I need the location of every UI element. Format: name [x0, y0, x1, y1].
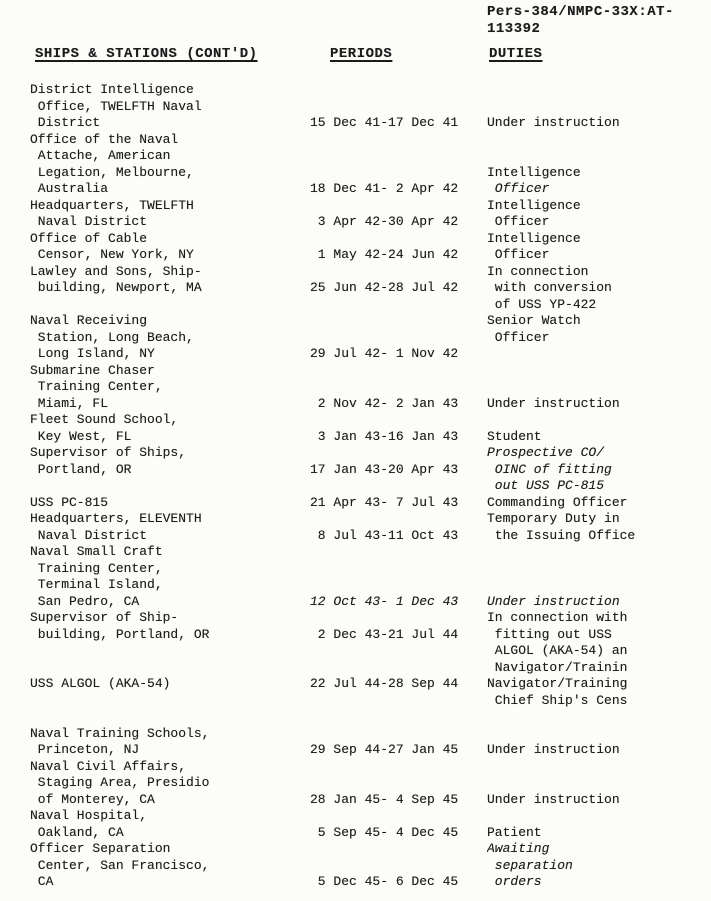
- station-name: [30, 264, 310, 314]
- document-reference-number: [487, 4, 674, 37]
- period-value: 5 Dec 45- 6 Dec 45: [310, 874, 459, 889]
- station-line: Officer Separation: [30, 841, 171, 856]
- station-line: Headquarters, TWELFTH: [30, 197, 194, 213]
- service-entry: [30, 495, 711, 512]
- period-value: 29 Jul 42- 1 Nov 42: [310, 346, 459, 361]
- period-value: 1 May 42-24 Jun 42: [310, 247, 459, 262]
- service-period: [310, 313, 487, 363]
- station-line: District: [30, 115, 101, 130]
- duty-description: [487, 264, 711, 314]
- duty-description: [487, 198, 711, 231]
- station-line: San Pedro, CA: [30, 593, 140, 609]
- period-value: 25 Jun 42-28 Jul 42: [310, 280, 459, 295]
- service-table-body: [30, 82, 711, 891]
- station-line: Naval Receiving: [30, 313, 148, 328]
- station-name: [30, 841, 310, 891]
- service-entry: [30, 726, 711, 759]
- duty-line: orders: [487, 874, 542, 889]
- station-line: of Monterey, CA: [30, 791, 155, 807]
- station-line: Australia: [30, 181, 109, 196]
- period-value: 17 Jan 43-20 Apr 43: [310, 461, 459, 477]
- duty-line: separation: [487, 857, 573, 873]
- duty-line: Under instruction: [487, 791, 620, 807]
- column-header-duties: DUTIES: [489, 46, 543, 62]
- service-period: [310, 264, 487, 314]
- station-name: [30, 198, 310, 231]
- station-line: Center, San Francisco,: [30, 857, 210, 873]
- period-value: 28 Jan 45- 4 Sep 45: [310, 791, 459, 807]
- duty-line: the Issuing Office: [487, 527, 636, 543]
- station-line: Staging Area, Presidio: [30, 775, 210, 790]
- station-line: Office, TWELFTH Naval: [30, 98, 202, 114]
- service-period: [310, 726, 487, 759]
- station-line: Miami, FL: [30, 395, 109, 411]
- service-entry: [30, 759, 711, 809]
- service-entry: [30, 445, 711, 495]
- duty-line: OINC of fitting: [487, 461, 612, 477]
- station-name: [30, 610, 310, 676]
- station-name: [30, 544, 310, 610]
- station-line: Office of the Naval: [30, 131, 179, 147]
- service-period: [310, 231, 487, 264]
- duty-line: In connection: [487, 263, 589, 279]
- duty-description: [487, 841, 711, 891]
- service-entry: [30, 808, 711, 841]
- station-line: Training Center,: [30, 560, 163, 576]
- service-entry: [30, 841, 711, 891]
- duty-line: Under instruction: [487, 742, 620, 757]
- duty-description: [487, 495, 711, 512]
- duty-line: Temporary Duty in: [487, 511, 620, 526]
- column-header-periods: PERIODS: [330, 46, 393, 62]
- duty-description: [487, 231, 711, 264]
- station-name: [30, 132, 310, 198]
- period-value: 29 Sep 44-27 Jan 45: [310, 742, 459, 757]
- duty-line: Under instruction: [487, 593, 620, 609]
- service-entry: [30, 82, 711, 132]
- station-name: [30, 82, 310, 132]
- service-entry: [30, 412, 711, 445]
- duty-line: Under instruction: [487, 115, 620, 130]
- duty-description: [487, 808, 711, 841]
- service-entry: [30, 264, 711, 314]
- duty-line: Navigator/Training: [487, 676, 628, 691]
- service-entry: [30, 544, 711, 610]
- period-value: 22 Jul 44-28 Sep 44: [310, 676, 459, 691]
- service-period: [310, 363, 487, 413]
- service-entry: [30, 198, 711, 231]
- service-entry: [30, 511, 711, 544]
- service-period: [310, 132, 487, 198]
- station-line: Training Center,: [30, 379, 163, 394]
- service-period: [310, 544, 487, 610]
- doc-id-line-1: Pers-384/NMPC-33X:AT-: [487, 4, 674, 20]
- station-line: Princeton, NJ: [30, 742, 140, 757]
- doc-id-line-2: 113392: [487, 20, 541, 37]
- service-period: [310, 82, 487, 132]
- service-period: [310, 841, 487, 891]
- station-line: CA: [30, 874, 54, 889]
- station-name: [30, 412, 310, 445]
- duty-line: Student: [487, 428, 542, 444]
- service-entry: [30, 132, 711, 198]
- station-line: Long Island, NY: [30, 346, 155, 361]
- service-period: [310, 759, 487, 809]
- duty-line: Senior Watch: [487, 313, 581, 328]
- station-name: [30, 759, 310, 809]
- period-value: 12 Oct 43- 1 Dec 43: [310, 593, 459, 609]
- station-name: [30, 231, 310, 264]
- station-line: Naval Training Schools,: [30, 725, 210, 741]
- service-period: [310, 676, 487, 709]
- station-name: [30, 511, 310, 544]
- duty-line: Patient: [487, 824, 542, 840]
- service-period: [310, 495, 487, 512]
- duty-line: Intelligence: [487, 197, 581, 213]
- service-entry: [30, 231, 711, 264]
- duty-line: Officer: [487, 181, 550, 196]
- station-line: Office of Cable: [30, 230, 148, 246]
- station-name: [30, 495, 310, 512]
- duty-line: Officer: [487, 329, 550, 345]
- duty-description: [487, 610, 711, 676]
- duty-description: [487, 412, 711, 445]
- station-line: Naval Hospital,: [30, 808, 148, 823]
- period-value: 21 Apr 43- 7 Jul 43: [310, 494, 459, 510]
- duty-description: [487, 676, 711, 709]
- duty-line: ALGOL (AKA-54) an: [487, 643, 628, 658]
- station-name: [30, 445, 310, 495]
- station-line: Supervisor of Ship-: [30, 610, 179, 625]
- station-name: [30, 726, 310, 759]
- station-line: Fleet Sound School,: [30, 412, 179, 427]
- duty-description: [487, 82, 711, 132]
- duty-description: [487, 445, 711, 495]
- column-header-ships-stations: SHIPS & STATIONS (CONT'D): [35, 46, 258, 62]
- service-period: [310, 610, 487, 676]
- station-line: Naval District: [30, 214, 148, 229]
- duty-description: [487, 363, 711, 413]
- service-entry: [30, 313, 711, 363]
- station-line: Portland, OR: [30, 461, 132, 477]
- duty-description: [487, 726, 711, 759]
- station-line: Headquarters, ELEVENTH: [30, 511, 202, 526]
- period-value: 8 Jul 43-11 Oct 43: [310, 527, 459, 543]
- station-line: Terminal Island,: [30, 577, 163, 592]
- duty-description: [487, 544, 711, 610]
- duty-line: with conversion: [487, 280, 612, 295]
- service-period: [310, 808, 487, 841]
- station-line: Station, Long Beach,: [30, 329, 194, 345]
- station-line: Key West, FL: [30, 428, 132, 444]
- station-line: Naval Small Craft: [30, 544, 163, 559]
- station-line: building, Portland, OR: [30, 626, 210, 642]
- service-period: [310, 511, 487, 544]
- service-period: [310, 412, 487, 445]
- period-value: 5 Sep 45- 4 Dec 45: [310, 824, 459, 840]
- duty-line: Officer: [487, 214, 550, 229]
- period-value: 15 Dec 41-17 Dec 41: [310, 115, 459, 130]
- service-entry: [30, 363, 711, 413]
- station-line: Censor, New York, NY: [30, 247, 194, 262]
- duty-line: Commanding Officer: [487, 494, 628, 510]
- station-name: [30, 808, 310, 841]
- station-line: Attache, American: [30, 148, 171, 163]
- period-value: 2 Dec 43-21 Jul 44: [310, 626, 459, 642]
- station-name: [30, 363, 310, 413]
- station-line: Oakland, CA: [30, 824, 124, 840]
- station-line: USS ALGOL (AKA-54): [30, 676, 171, 691]
- duty-description: [487, 313, 711, 363]
- service-period: [310, 198, 487, 231]
- duty-line: out USS PC-815: [487, 478, 605, 493]
- duty-line: Navigator/Trainin: [487, 659, 628, 675]
- station-line: Legation, Melbourne,: [30, 164, 194, 180]
- period-value: 3 Apr 42-30 Apr 42: [310, 214, 459, 229]
- duty-line: Chief Ship's Cens: [487, 692, 628, 708]
- service-entry: [30, 676, 711, 709]
- station-line: USS PC-815: [30, 494, 109, 510]
- duty-line: fitting out USS: [487, 626, 612, 642]
- duty-description: [487, 511, 711, 544]
- duty-line: Under instruction: [487, 395, 620, 411]
- station-name: [30, 313, 310, 363]
- station-line: building, Newport, MA: [30, 280, 202, 295]
- service-period: [310, 445, 487, 495]
- station-line: Naval Civil Affairs,: [30, 758, 187, 774]
- station-line: Lawley and Sons, Ship-: [30, 263, 202, 279]
- station-line: District Intelligence: [30, 82, 194, 97]
- column-headers: [0, 46, 711, 66]
- duty-line: Prospective CO/: [487, 445, 605, 460]
- duty-line: Intelligence: [487, 230, 581, 246]
- duty-description: [487, 759, 711, 809]
- station-line: Naval District: [30, 527, 148, 543]
- period-value: 18 Dec 41- 2 Apr 42: [310, 181, 459, 196]
- duty-description: [487, 132, 711, 198]
- period-value: 3 Jan 43-16 Jan 43: [310, 428, 459, 444]
- duty-line: of USS YP-422: [487, 296, 597, 312]
- service-entry: [30, 610, 711, 676]
- duty-line: Officer: [487, 247, 550, 262]
- station-line: Submarine Chaser: [30, 362, 155, 378]
- period-value: 2 Nov 42- 2 Jan 43: [310, 395, 459, 411]
- duty-line: Awaiting: [487, 841, 550, 856]
- duty-line: Intelligence: [487, 164, 581, 180]
- station-line: Supervisor of Ships,: [30, 445, 187, 460]
- duty-line: In connection with: [487, 610, 628, 625]
- station-name: [30, 676, 310, 709]
